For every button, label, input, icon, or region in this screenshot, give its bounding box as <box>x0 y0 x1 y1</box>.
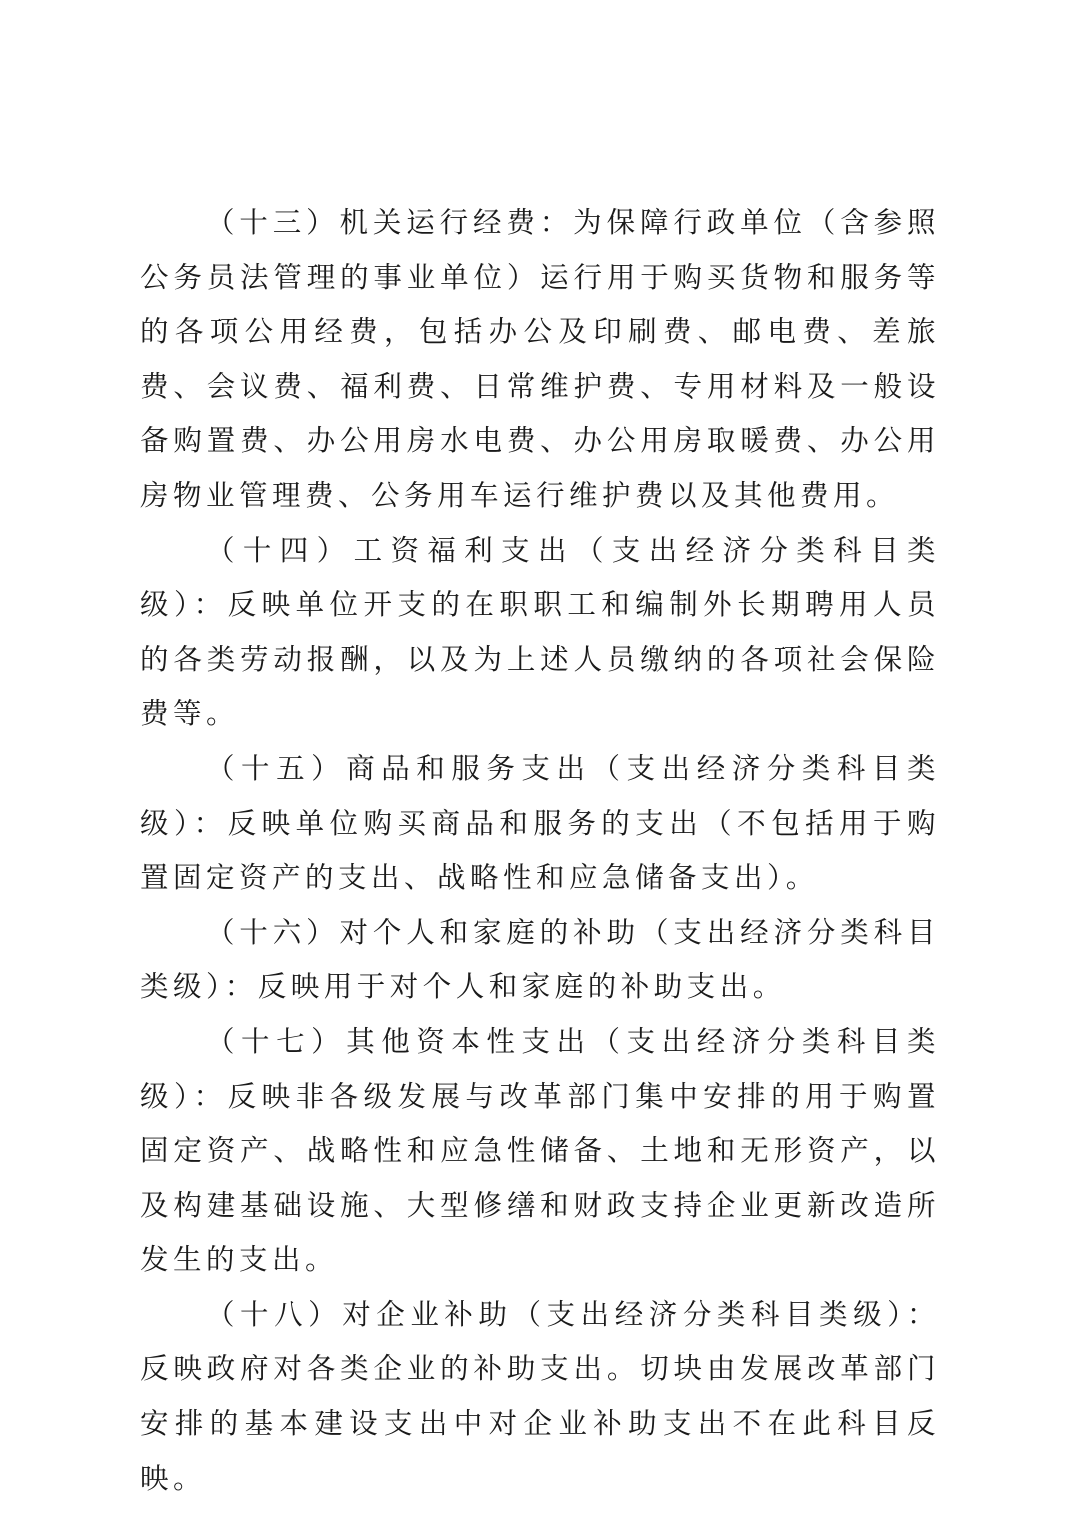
paragraph-17: （十七）其他资本性支出（支出经济分类科目类级）：反映非各级发展与改革部门集中安排的用于购置固定资产、战略性和应急性储备、土地和无形资产，以及构建基础设施、大型修缮和财政支持企业更新改造所发生的支出。 <box>140 1024 940 1277</box>
paragraph-18: （十八）对企业补助（支出经济分类科目类级）：反映政府对各类企业的补助支出。切块由发展改革部门安排的基本建设支出中对企业补助支出不在此科目反映。 <box>140 1297 940 1495</box>
document-body <box>140 196 940 1506</box>
paragraph-15: （十五）商品和服务支出（支出经济分类科目类级）：反映单位购买商品和服务的支出（不包括用于购置固定资产的支出、战略性和应急储备支出）。 <box>140 751 940 895</box>
paragraph-14: （十四）工资福利支出（支出经济分类科目类级）：反映单位开支的在职职工和编制外长期聘用人员的各类劳动报酬，以及为上述人员缴纳的各项社会保险费等。 <box>140 533 940 731</box>
paragraph-16: （十六）对个人和家庭的补助（支出经济分类科目类级）：反映用于对个人和家庭的补助支出。 <box>140 915 940 1004</box>
paragraph-13: （十三）机关运行经费：为保障行政单位（含参照公务员法管理的事业单位）运行用于购买货物和服务等的各项公用经费，包括办公及印刷费、邮电费、差旅费、会议费、福利费、日常维护费、专用材料及一般设备购置费、办公用房水电费、办公用房取暖费、办公用房物业管理费、公务用车运行维护费以及其他费用。 <box>140 206 940 512</box>
